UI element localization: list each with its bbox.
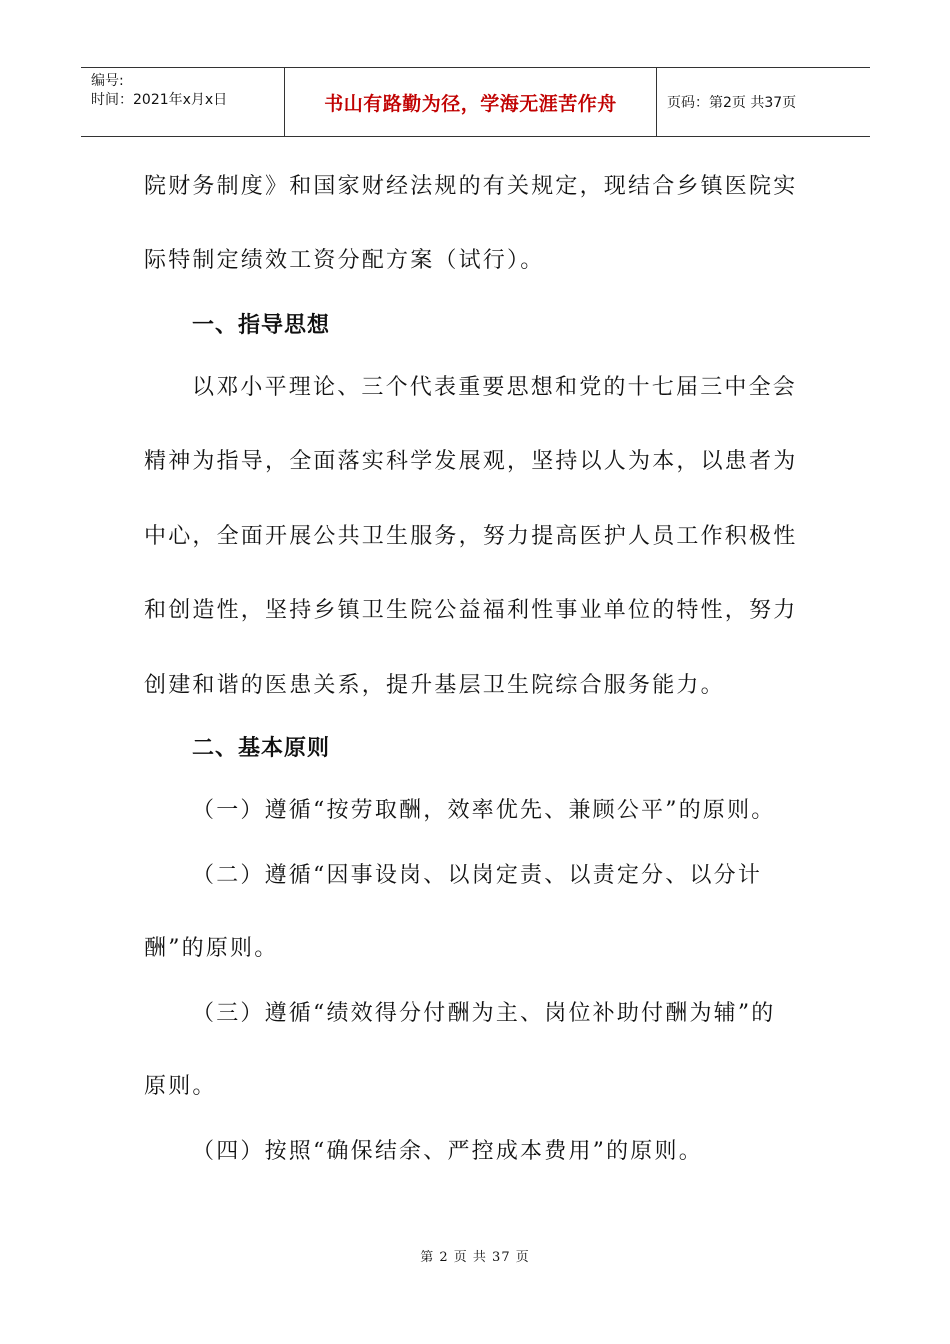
page-footer: 第 2 页 共 37 页 bbox=[420, 1250, 530, 1265]
header-meta bbox=[81, 68, 284, 136]
body-line: 院财务制度》和国家财经法规的有关规定，现结合乡镇医院实 bbox=[144, 174, 798, 199]
body-line: 原则。 bbox=[144, 1074, 217, 1099]
body-line: 中心，全面开展公共卫生服务，努力提高医护人员工作积极性 bbox=[144, 524, 798, 549]
body-line: （四）按照“确保结余、严控成本费用”的原则。 bbox=[192, 1139, 703, 1164]
body-line: （三）遵循“绩效得分付酬为主、岗位补助付酬为辅”的 bbox=[192, 1001, 776, 1026]
body-line: 精神为指导，全面落实科学发展观，坚持以人为本，以患者为 bbox=[144, 449, 798, 474]
body-line: 和创造性，坚持乡镇卫生院公益福利性事业单位的特性，努力 bbox=[144, 598, 798, 623]
body-line: （一）遵循“按劳取酬，效率优先、兼顾公平”的原则。 bbox=[192, 798, 776, 823]
header-page-label: 页码：第2页 共37页 bbox=[667, 95, 797, 111]
document-header bbox=[81, 67, 870, 137]
body-line: 以邓小平理论、三个代表重要思想和党的十七届三中全会 bbox=[192, 375, 798, 400]
body-line: 际特制定绩效工资分配方案（试行）。 bbox=[144, 248, 545, 273]
section-heading: 二、基本原则 bbox=[192, 736, 331, 761]
time-label: 时间：2021年x月x日 bbox=[91, 92, 228, 108]
body-line: 创建和谐的医患关系，提升基层卫生院综合服务能力。 bbox=[144, 673, 725, 698]
number-label: 编号: bbox=[91, 73, 124, 89]
body-line: 酬”的原则。 bbox=[144, 936, 279, 961]
section-heading: 一、指导思想 bbox=[192, 313, 331, 338]
body-line: （二）遵循“因事设岗、以岗定责、以责定分、以分计 bbox=[192, 863, 763, 888]
header-motto: 书山有路勤为径，学海无涯苦作舟 bbox=[284, 68, 657, 136]
